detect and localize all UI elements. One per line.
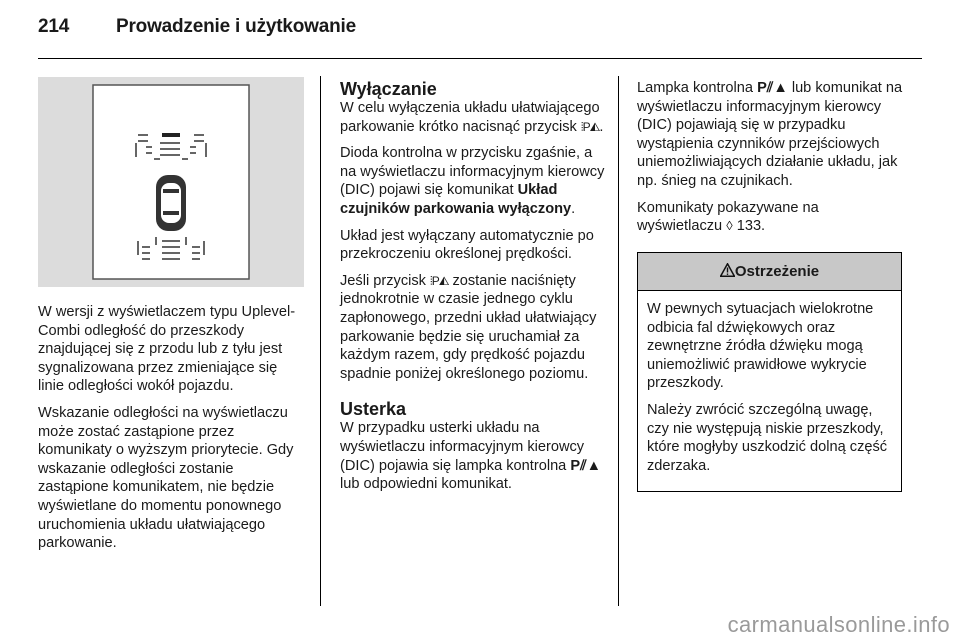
col2-p4-text-a: Jeśli przycisk bbox=[340, 272, 431, 289]
parking-button-icon: ⦙P◭ bbox=[580, 119, 600, 134]
warning-paragraph-1: W pewnych sytuacjach wielokrotne odbicia fal dźwiękowych oraz zewnętrzne źródła dźwięku mogą uniemożliwić prawidłowe wykrycie przeszkody. bbox=[647, 301, 874, 392]
col3-p1-text-a: Lampka kontrolna bbox=[637, 80, 758, 96]
warning-triangle-icon bbox=[720, 263, 735, 277]
watermark: carmanualsonline.info bbox=[727, 612, 950, 637]
column-divider-2 bbox=[618, 76, 619, 606]
page-reference-link[interactable]: 133. bbox=[732, 218, 766, 235]
warning-box bbox=[637, 252, 902, 492]
col1-paragraph-1: W wersji z wyświetlaczem typu Uplevel-Combi odległość do przeszkody znajdującej się z przodu lub z tyłu jest sygnalizowana przez zmieniające się linie odległości wokół pojazdu. bbox=[38, 304, 296, 395]
column-2 bbox=[340, 79, 608, 502]
page-number: 214 bbox=[38, 16, 70, 37]
heading-wylaczanie: Wyłączanie bbox=[340, 79, 437, 99]
col2-paragraph-3: Układ jest wyłączany automatycznie po przekroczeniu określonej prędkości. bbox=[340, 227, 594, 263]
warning-title: Ostrzeżenie bbox=[734, 263, 820, 280]
col2-paragraph-4 bbox=[340, 272, 608, 384]
col2-p1-text-b: . bbox=[599, 118, 604, 135]
col1-paragraph-2: Wskazanie odległości na wyświetlaczu może zostać zastąpione przez komunikaty o wyższym priorytecie. Gdy wskazanie odległości zostanie zastąpione komunikatem, nie będzie wyświetlane do momentu ponownego uruchomienia układu ułatwiającego parkowanie. bbox=[38, 404, 294, 552]
column-divider-1 bbox=[320, 76, 321, 606]
col2-paragraph-1 bbox=[340, 99, 608, 136]
parking-warning-lamp-icon: P⫽▲ bbox=[570, 457, 602, 474]
parking-display-drawing bbox=[38, 77, 304, 287]
parking-warning-lamp-icon: P⫽▲ bbox=[757, 80, 788, 96]
parking-display-illustration bbox=[38, 77, 304, 287]
col2-p5-text-b: lub odpowiedni komunikat. bbox=[340, 476, 512, 493]
col2-p4-text-b: zostanie naciśnięty jednokrotnie w czasie jednego cyklu zapłonowego, przedni układ ułatwiający parkowanie będzie się uruchamiał za każdym razem, gdy prędkość pojazdu spadnie poniżej określonego poziomu. bbox=[340, 272, 597, 382]
col3-p2-text-a: Komunikaty pokazywane na wyświetlaczu bbox=[637, 199, 819, 235]
page-header bbox=[38, 16, 356, 38]
warning-body bbox=[638, 291, 901, 475]
col2-p2-message: Układ czujników parkowania wyłączony bbox=[340, 182, 572, 217]
column-3 bbox=[637, 79, 907, 244]
col2-p2-text-b: . bbox=[571, 200, 576, 217]
col2-paragraph-2 bbox=[340, 144, 608, 218]
car-icon bbox=[156, 175, 186, 231]
parking-button-icon: ⦙P◭ bbox=[430, 273, 449, 288]
col2-paragraph-5 bbox=[340, 419, 608, 493]
col3-paragraph-1 bbox=[637, 79, 907, 191]
col2-p2-text-a: Dioda kontrolna w przycisku zgaśnie, a na wyświetlaczu informacyjnym kierowcy (DIC) pojawi się komunikat bbox=[340, 145, 605, 199]
col3-p1-text-b: lub komunikat na wyświetlaczu informacyjnym kierowcy (DIC) pojawiają się w przypadku wystąpienia czynników przejściowych uniemożliwiających działanie układu, jak np. śnieg na czujnikach. bbox=[637, 80, 903, 189]
page-reference-icon: ◊ bbox=[726, 218, 733, 234]
header-rule bbox=[38, 58, 922, 59]
heading-usterka: Usterka bbox=[340, 399, 407, 420]
col3-paragraph-2 bbox=[637, 199, 907, 236]
col2-p1-text-a: W celu wyłączenia układu ułatwiającego parkowanie krótko nacisnąć przycisk bbox=[340, 100, 600, 135]
warning-paragraph-2: Należy zwrócić szczególną uwagę, czy nie występują niskie przeszkody, które mogłyby uszkodzić dolną część zderzaka. bbox=[647, 401, 888, 474]
page-title: Prowadzenie i użytkowanie bbox=[116, 16, 356, 37]
warning-header bbox=[638, 253, 901, 291]
col2-p5-text-a: W przypadku usterki układu na wyświetlaczu informacyjnym kierowcy (DIC) pojawia się lampka kontrolna bbox=[340, 420, 585, 474]
column-1 bbox=[38, 303, 306, 561]
